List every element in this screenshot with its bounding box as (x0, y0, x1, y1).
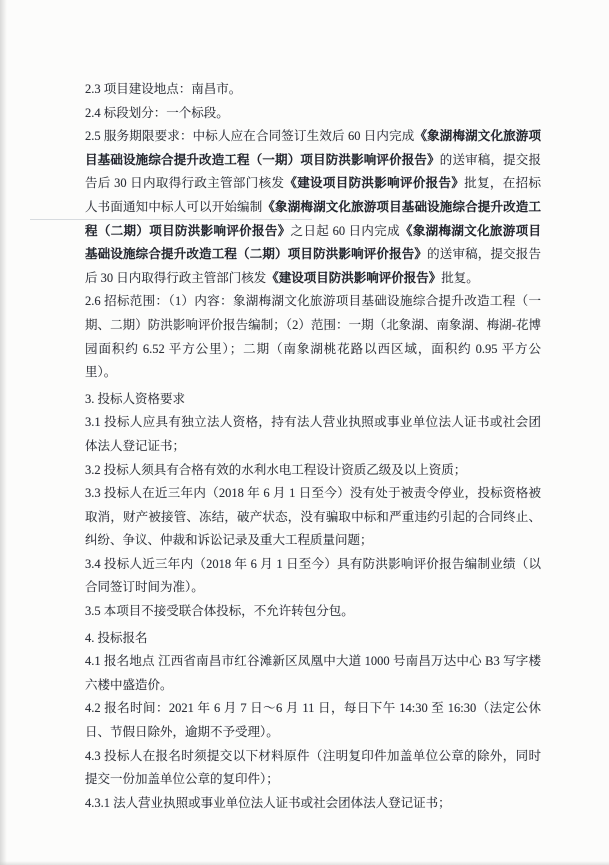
text-segment: 的送审稿，提交报告后 30 日内取得行政主管部门核发 (85, 152, 541, 191)
text-segment: 《建设项目防洪影响评价报告》 (284, 176, 465, 191)
text-segment: 《象湖梅湖文化旅游项目基础设施综合提升改造工程（二期）项目防洪影响评价报告》 (85, 223, 541, 262)
paragraph (85, 553, 541, 600)
text-segment: 《象湖梅湖文化旅游项目基础设施综合提升改造工程（二期）项目防洪影响评价报告》 (85, 199, 541, 238)
paragraph (85, 697, 541, 744)
text-segment: 之日起 60 日内完成 (290, 223, 400, 238)
text-segment: 3.4 投标人近三年内（2018 年 6 月 1 日至今）具有防洪影响评价报告编制业绩（以合同签订时间为准）。 (85, 556, 541, 595)
document-body (85, 78, 541, 815)
paragraph (85, 78, 541, 102)
paragraph (85, 745, 541, 792)
paragraph (85, 792, 541, 816)
text-segment: 3.2 投标人须具有合格有效的水利水电工程设计资质乙级及以上资质； (85, 462, 467, 477)
paragraph (85, 411, 541, 458)
text-segment: 《建设项目防洪影响评价报告》 (266, 270, 442, 285)
paragraph (85, 650, 541, 697)
paragraph (85, 102, 541, 126)
paragraph (85, 459, 541, 483)
text-segment: 4.2 报名时间：2021 年 6 月 7 日～6 月 11 日，每日下午 14:30 至 16:30（法定公休日、节假日除外，逾期不予受理）。 (85, 701, 541, 740)
paragraph (85, 290, 541, 384)
text-segment: 的送审稿，提交报告后 30 日内取得行政主管部门核发 (85, 247, 541, 285)
text-segment: 《象湖梅湖文化旅游项目基础设施综合提升改造工程（一期）项目防洪影响评价报告》 (85, 129, 541, 167)
text-segment: 4.3 投标人在报名时须提交以下材料原件（注明复印件加盖单位公章的除外，同时提交一份加盖单位公章的复印件）； (85, 748, 541, 787)
text-segment: 4.1 报名地点 江西省南昌市红谷滩新区凤凰中大道 1000 号南昌万达中心 B3 写字楼六楼中盛造价。 (85, 654, 541, 692)
text-segment: 2.6 招标范围：（1）内容：象湖梅湖文化旅游项目基础设施综合提升改造工程（一期、二期）防洪影响评价报告编制；（2）范围：一期（北象湖、南象湖、梅湖-花博园面积约 6.52 平方公里）；二期（南象湖桃花路以西区域，面积约 0.95 平方公里）。 (85, 294, 541, 380)
text-segment: 3. 投标人资格要求 (85, 391, 186, 406)
text-segment: 4. 投标报名 (85, 630, 148, 645)
paragraph (85, 125, 541, 290)
section-heading (85, 627, 541, 651)
scan-bottom-edge (0, 861, 609, 865)
paragraph (85, 482, 541, 553)
scan-left-edge (0, 0, 7, 865)
text-segment: 3.3 投标人在近三年内（2018 年 6 月 1 日至今）没有处于被责令停业，投标资格被取消，财产被接管、冻结，破产状态，没有骗取中标和严重违约引起的合同终止、纠纷、争议、仲裁和诉讼记录及重大工程质量问题； (85, 486, 541, 548)
text-segment: 批复，在招标人书面通知中标人可以开始编制 (85, 176, 541, 214)
paragraph (85, 600, 541, 624)
text-segment: 批复。 (441, 270, 479, 285)
text-segment: 2.5 服务期限要求：中标人应在合同签订生效后 60 日内完成 (85, 129, 415, 144)
text-segment: 4.3.1 法人营业执照或事业单位法人证书或社会团体法人登记证书； (85, 795, 451, 810)
text-segment: 2.4 标段划分：一个标段。 (85, 105, 229, 120)
section-heading (85, 388, 541, 412)
text-segment: 3.5 本项目不接受联合体投标，不允许转包分包。 (85, 604, 354, 619)
text-segment: 2.3 项目建设地点：南昌市。 (85, 82, 242, 96)
text-segment: 3.1 投标人应具有独立法人资格，持有法人营业执照或事业单位法人证书或社会团体法人登记证书； (85, 415, 541, 453)
